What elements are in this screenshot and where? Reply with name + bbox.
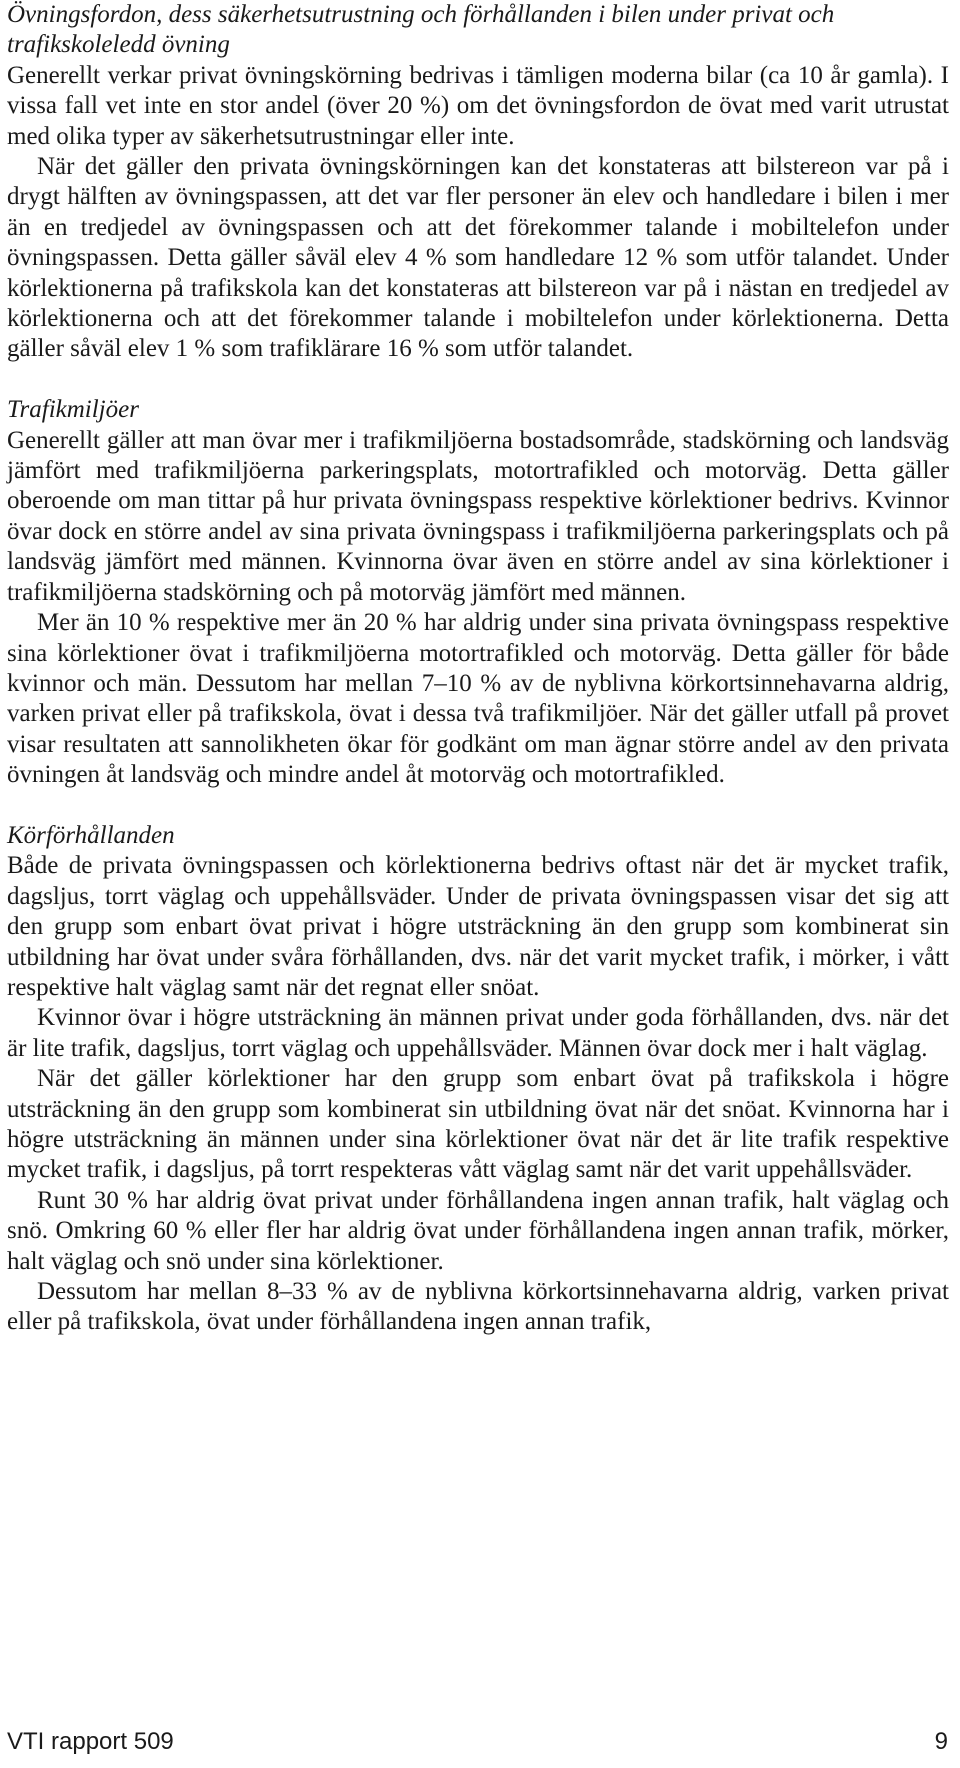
page-number: 9 (934, 1728, 948, 1755)
paragraph-korforhallanden-5: Dessutom har mellan 8–33 % av de nyblivna körkortsinnehavarna aldrig, varken privat eller på trafikskola, övat under förhållandena ingen annan trafik, (7, 1278, 949, 1336)
paragraph-korforhallanden-1: Både de privata övningspassen och körlektionerna bedrivs oftast när det är mycket trafik, dagsljus, torrt väglag och uppehållsväder. Under de privata övningspassen visar det sig att den grupp som enbart övat privat i högre utsträckning än den grupp som kombinerat sin utbildning har övat under svåra förhållanden, dvs. när det varit mycket trafik, i mörker, i vått respektive halt väglag samt när det regnat eller snöat. (7, 852, 949, 1001)
paragraph-korforhallanden-3: När det gäller körlektioner har den grupp som enbart övat på trafikskola i högre utsträckning än den grupp som kombinerat sin utbildning övat när det snöat. Kvinnorna har i högre utsträckning än männen under sina körlektioner övat när det är lite trafik respektive mycket trafik, i dagsljus, på torrt respekteras vått väglag samt när det varit uppehållsväder. (7, 1065, 949, 1184)
paragraph-ovningsfordon-2: När det gäller den privata övningskörningen kan det konstateras att bilstereon var på i drygt hälften av övningspassen, att det var fler personer än elev och handledare i bilen i mer än en tredjedel av övningspassen och att det förekommer talande i mobiltelefon under övningspassen. Detta gäller såväl elev 4 % som handledare 12 % som utför talandet. Under körlektionerna på trafikskola kan det konstateras att bilstereon var på i nästan en tredjedel av körlektionerna och att det förekommer talande i mobiltelefon under körlektionerna. Detta gäller såväl elev 1 % som trafiklärare 16 % som utför talandet. (7, 153, 949, 363)
section-spacer (7, 791, 949, 821)
paragraph-korforhallanden-4: Runt 30 % har aldrig övat privat under förhållandena ingen annan trafik, halt väglag och snö. Omkring 60 % eller fler har aldrig övat under förhållandena ingen annan trafik, mörker, halt väglag och snö under sina körlektioner. (7, 1186, 949, 1275)
paragraph-ovningsfordon-1: Generellt verkar privat övningskörning bedrivas i tämligen moderna bilar (ca 10 år gamla). I vissa fall vet inte en stor andel (över 20 %) om det övningsfordon de övat med varit utrustat med olika typer av säkerhetsutrustningar eller inte. (7, 61, 949, 150)
paragraph-korforhallanden-2: Kvinnor övar i högre utsträckning än männen privat under goda förhållanden, dvs. när det är lite trafik, dagsljus, torrt väglag och uppehållsväder. Männen övar dock mer i halt väglag. (7, 1004, 949, 1062)
section-title-trafikmiljoer: Trafikmiljöer (7, 396, 139, 424)
report-label: VTI rapport 509 (7, 1728, 174, 1755)
section-spacer (7, 365, 949, 395)
document-page (7, 0, 949, 1338)
section-title-ovningsfordon: Övningsfordon, dess säkerhetsutrustning och förhållanden i bilen under privat och trafikskoleledd övning (7, 1, 835, 59)
page-footer (7, 1727, 948, 1757)
paragraph-trafikmiljoer-1: Generellt gäller att man övar mer i trafikmiljöerna bostadsområde, stadskörning och landsväg jämfört med trafikmiljöerna parkeringsplats, motortrafikled och motorväg. Detta gäller oberoende om man tittar på hur privata övningspass respektive körlektioner bedrivs. Kvinnor övar dock en större andel av sina privata övningspass i trafikmiljöerna parkeringsplats och på landsväg jämfört med männen. Kvinnorna övar även en större andel av sina körlektioner i trafikmiljöerna stadskörning och på motorväg jämfört med männen. (7, 426, 949, 606)
paragraph-trafikmiljoer-2: Mer än 10 % respektive mer än 20 % har aldrig under sina privata övningspass respektive sina körlektioner övat i trafikmiljöerna motortrafikled och motorväg. Detta gäller för både kvinnor och män. Dessutom har mellan 7–10 % av de nyblivna körkortsinnehavarna aldrig, varken privat eller på trafikskola, övat i dessa två trafikmiljöer. När det gäller utfall på provet visar resultaten att sannolikheten ökar för godkänt om man ägnar större andel av den privata övningen åt landsväg och mindre andel åt motorväg och motortrafikled. (7, 609, 949, 789)
section-title-korforhallanden: Körförhållanden (7, 821, 175, 849)
